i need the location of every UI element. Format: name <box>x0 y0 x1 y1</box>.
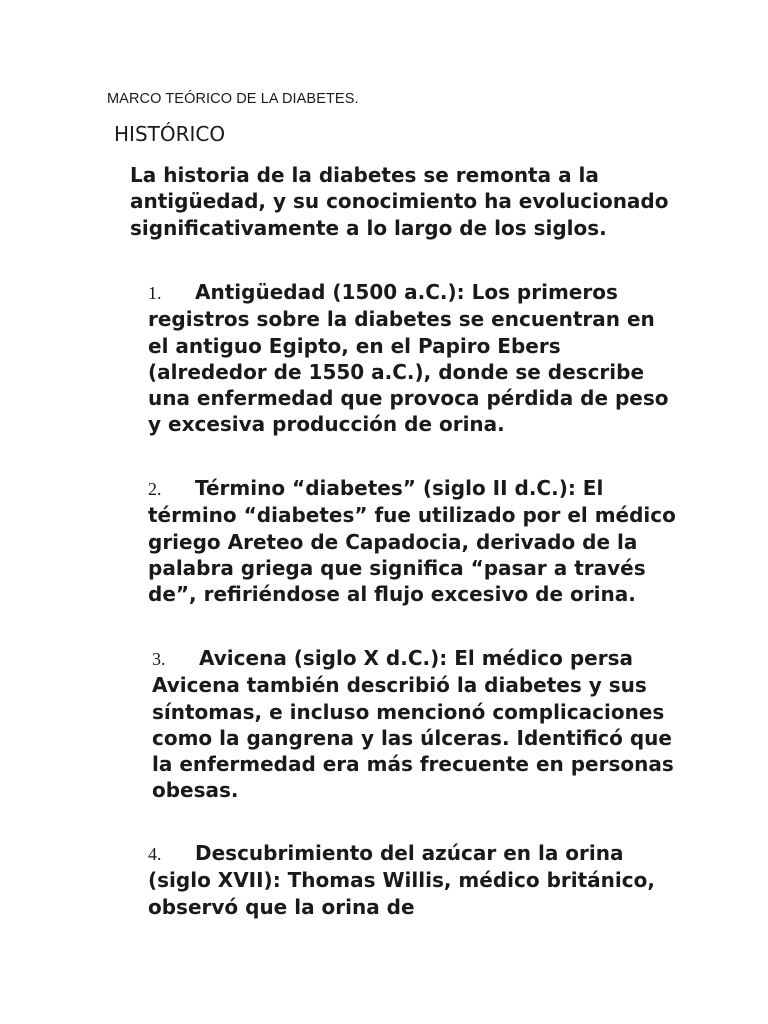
list-item-number: 3. <box>152 649 166 669</box>
document-title: MARCO TEÓRICO DE LA DIABETES. <box>107 91 359 107</box>
list-item-text: Antigüedad (1500 a.C.): Los primeros registros sobre la diabetes se encuentran en el antiguo Egipto, en el Papiro Ebers (alrededor de 1550 a.C.), donde se describe una enfermedad que provoca pérdida de peso y excesiva producción de orina. <box>148 280 669 437</box>
list-item-number: 1. <box>148 283 162 303</box>
list-item-text: Término “diabetes” (siglo II d.C.): El término “diabetes” fue utilizado por el médico griego Areteo de Capadocia, derivado de la palabra griega que significa “pasar a través de”, refiriéndose al flujo excesivo de orina. <box>148 476 676 607</box>
list-item-text: Avicena (siglo X d.C.): El médico persa Avicena también describió la diabetes y sus síntomas, e incluso mencionó complicaciones como la gangrena y las úlceras. Identificó que la enfermedad era más frecuente en personas obesas. <box>152 646 674 803</box>
list-item <box>152 645 682 804</box>
section-heading: HISTÓRICO <box>114 122 226 146</box>
list-item <box>148 279 678 438</box>
list-item-text: Descubrimiento del azúcar en la orina (siglo XVII): Thomas Willis, médico británico, observó que la orina de <box>148 841 655 919</box>
list-item-number: 2. <box>148 479 162 499</box>
intro-paragraph: La historia de la diabetes se remonta a la antigüedad, y su conocimiento ha evolucionado significativamente a lo largo de los siglos. <box>130 163 669 240</box>
list-item <box>148 475 678 607</box>
list-item-number: 4. <box>148 844 162 864</box>
list-item <box>148 840 678 920</box>
